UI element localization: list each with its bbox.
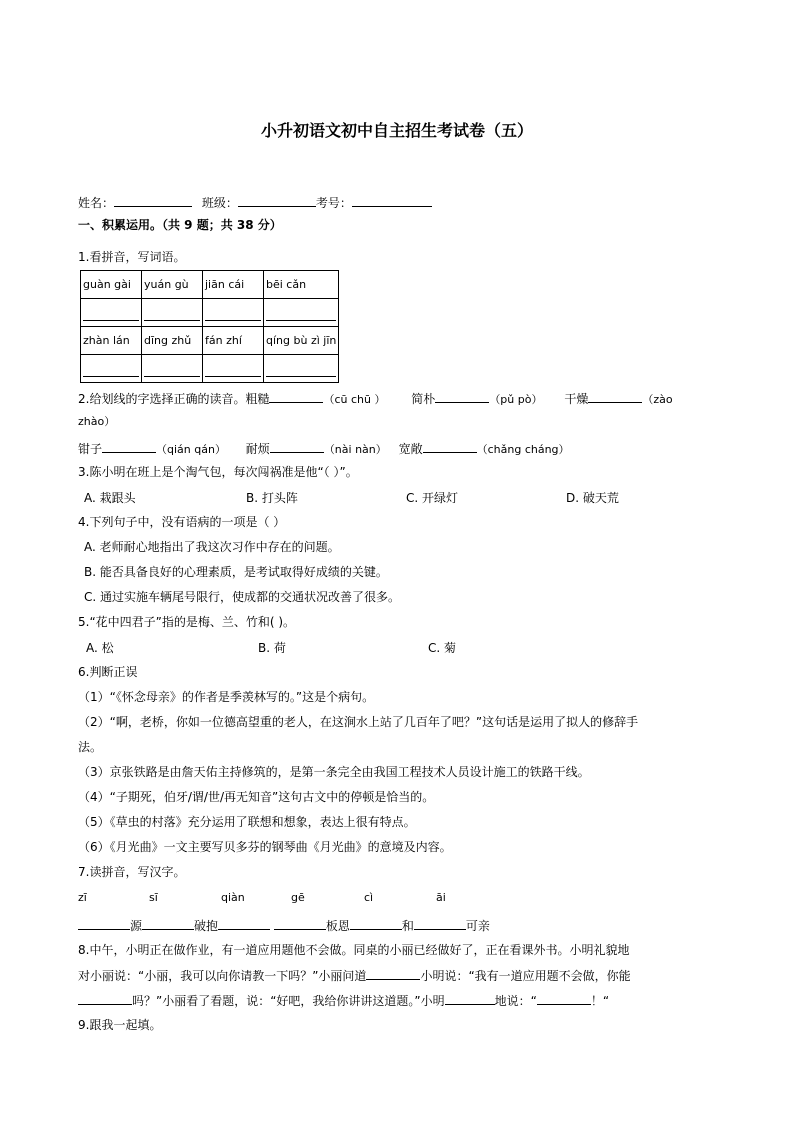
q7-word: 可亲 [465, 919, 490, 933]
q7-blank[interactable] [218, 917, 270, 930]
q9-stem: 9.跟我一起填。 [78, 1018, 162, 1032]
answer-cell[interactable] [203, 355, 264, 383]
answer-cell[interactable] [142, 355, 203, 383]
q5-option-a[interactable]: A. 松 [86, 641, 114, 655]
answer-cell[interactable] [142, 299, 203, 327]
q8-line1: 8.中午，小明正在做作业，有一道应用题他不会做。同桌的小丽已经做好了，正在看课外书。小明礼貌地 [78, 943, 630, 957]
q6-stem: 6.判断正误 [78, 665, 138, 679]
q6-item-6: （6）《月光曲》一文主要写贝多芬的钢琴曲《月光曲》的意境及内容。 [78, 840, 452, 854]
q8-blank-1[interactable] [366, 967, 420, 980]
q2-options-5: （nài nàn） [323, 443, 387, 456]
q3-stem: 3.陈小明在班上是个淘气包，每次闯祸准是他“（ ）”。 [78, 465, 358, 479]
q1-stem: 1.看拼音，写词语。 [78, 250, 186, 264]
q2-options-4: （qián qán） [156, 443, 226, 456]
q2-word-4: 钳子 [78, 442, 103, 456]
q7-blank[interactable] [78, 917, 130, 930]
q8-text: 地说：“ [494, 994, 537, 1008]
answer-cell[interactable] [81, 299, 142, 327]
q2-blank-5[interactable] [270, 440, 324, 453]
q8-text: 对小丽说：“小丽，我可以向你请教一下吗？”小丽问道 [78, 969, 367, 983]
pinyin-cell: guàn gài [81, 271, 142, 299]
pinyin-cell: dīng zhǔ [142, 327, 203, 355]
q3-option-a[interactable]: A. 栽跟头 [84, 491, 136, 505]
q7-pinyin: cì [364, 891, 374, 904]
class-label: 班级： [201, 196, 238, 210]
q8-text: 吗？”小丽看了看题，说：“好吧，我给你讲讲这道题。”小明 [132, 994, 445, 1008]
q7-word: 源 [130, 919, 143, 933]
q4-option-a[interactable]: A. 老师耐心地指出了我这次习作中存在的问题。 [84, 540, 340, 554]
q6-item-4: （4）“子期死，伯牙/谓/世/再无知音”这句古文中的停顿是恰当的。 [78, 790, 435, 804]
q7-word: 板恩 [325, 919, 350, 933]
q3-option-b[interactable]: B. 打头阵 [246, 491, 298, 505]
page-title: 小升初语文初中自主招生考试卷（五） [260, 121, 533, 140]
q2-line1 [78, 390, 673, 408]
answer-cell[interactable] [264, 299, 339, 327]
q6-item-2-cont: 法。 [78, 740, 103, 754]
q8-blank-3[interactable] [445, 992, 495, 1005]
q2-continuation: zhào） [78, 415, 116, 428]
q2-options-1: （cū chū ） [323, 393, 386, 406]
q2-blank-1[interactable] [269, 390, 323, 403]
q7-blank[interactable] [142, 917, 194, 930]
pinyin-cell: jiān cái [203, 271, 264, 299]
q7-blank[interactable] [274, 917, 326, 930]
q2-blank-4[interactable] [102, 440, 156, 453]
pinyin-cell: zhàn lán [81, 327, 142, 355]
pinyin-cell: qíng bù zì jīn [264, 327, 339, 355]
q2-word-5: 耐烦 [245, 442, 270, 456]
q6-item-3: （3）京张铁路是由詹天佑主持修筑的，是第一条完全由我国工程技术人员设计施工的铁路干线。 [78, 765, 590, 779]
pinyin-table [80, 270, 339, 383]
pinyin-cell: fán zhí [203, 327, 264, 355]
q7-word: 和 [401, 919, 414, 933]
q7-pinyin: gē [291, 891, 305, 904]
q2-blank-6[interactable] [423, 440, 477, 453]
q7-blank[interactable] [414, 917, 466, 930]
section-heading: 一、积累运用。（共 9 题；共 38 分） [78, 218, 282, 232]
q5-stem: 5.“花中四君子”指的是梅、兰、竹和( )。 [78, 615, 296, 629]
answer-cell[interactable] [203, 299, 264, 327]
q3-option-d[interactable]: D. 破天荒 [566, 491, 619, 505]
answer-cell[interactable] [81, 355, 142, 383]
q3-option-c[interactable]: C. 开绿灯 [406, 491, 459, 505]
pinyin-cell: bēi cǎn [264, 271, 339, 299]
q6-item-5: （5）《草虫的村落》充分运用了联想和想象，表达上很有特点。 [78, 815, 416, 829]
exam-number-blank[interactable] [352, 194, 432, 207]
class-blank[interactable] [238, 194, 316, 207]
name-label: 姓名： [78, 196, 115, 210]
name-blank[interactable] [114, 194, 192, 207]
q7-answer-row [78, 917, 490, 934]
answer-cell[interactable] [264, 355, 339, 383]
q5-option-c[interactable]: C. 菊 [428, 641, 457, 655]
q5-option-b[interactable]: B. 荷 [258, 641, 286, 655]
q7-blank[interactable] [350, 917, 402, 930]
q2-word-6: 宽敞 [398, 442, 423, 456]
q4-option-b[interactable]: B. 能否具备良好的心理素质，是考试取得好成绩的关键。 [84, 565, 388, 579]
exam-number-label: 考号： [315, 196, 352, 210]
q2-options-2: （pǔ pò） [489, 393, 543, 406]
q8-line2 [78, 967, 631, 984]
q8-blank-4[interactable] [537, 992, 591, 1005]
q2-options-6: （chǎng cháng） [476, 443, 570, 456]
q2-word-2: 简朴 [411, 392, 436, 406]
q2-stem: 2.给划线的字选择正确的读音。粗糙 [78, 392, 270, 406]
q8-text: ！“ [590, 994, 610, 1008]
q2-blank-3[interactable] [588, 390, 642, 403]
pinyin-cell: yuán gù [142, 271, 203, 299]
q2-line2 [78, 440, 570, 458]
q8-blank-2[interactable] [78, 992, 132, 1005]
q2-options-3: （zào [642, 393, 673, 406]
q6-item-1: （1）“《怀念母亲》的作者是季羡林写的。”这是个病句。 [78, 690, 375, 704]
q7-pinyin: qiàn [221, 891, 245, 904]
q7-pinyin: sī [149, 891, 158, 904]
q4-stem: 4.下列句子中，没有语病的一项是（ ） [78, 515, 286, 529]
q7-word: 破抱 [194, 919, 219, 933]
student-info-row [78, 194, 432, 211]
q4-option-c[interactable]: C. 通过实施车辆尾号限行，使成都的交通状况改善了很多。 [84, 590, 401, 604]
q8-line3 [78, 992, 609, 1009]
q2-blank-2[interactable] [435, 390, 489, 403]
q8-text: 小明说：“我有一道应用题不会做，你能 [420, 969, 631, 983]
q2-word-3: 干燥 [564, 392, 589, 406]
q6-item-2: （2）“啊，老桥，你如一位德高望重的老人，在这涧水上站了几百年了吧？”这句话是运用了拟人的修辞手 [78, 715, 639, 729]
q7-stem: 7.读拼音，写汉字。 [78, 865, 186, 879]
q7-pinyin: āi [436, 891, 446, 904]
q7-pinyin: zī [78, 891, 87, 904]
